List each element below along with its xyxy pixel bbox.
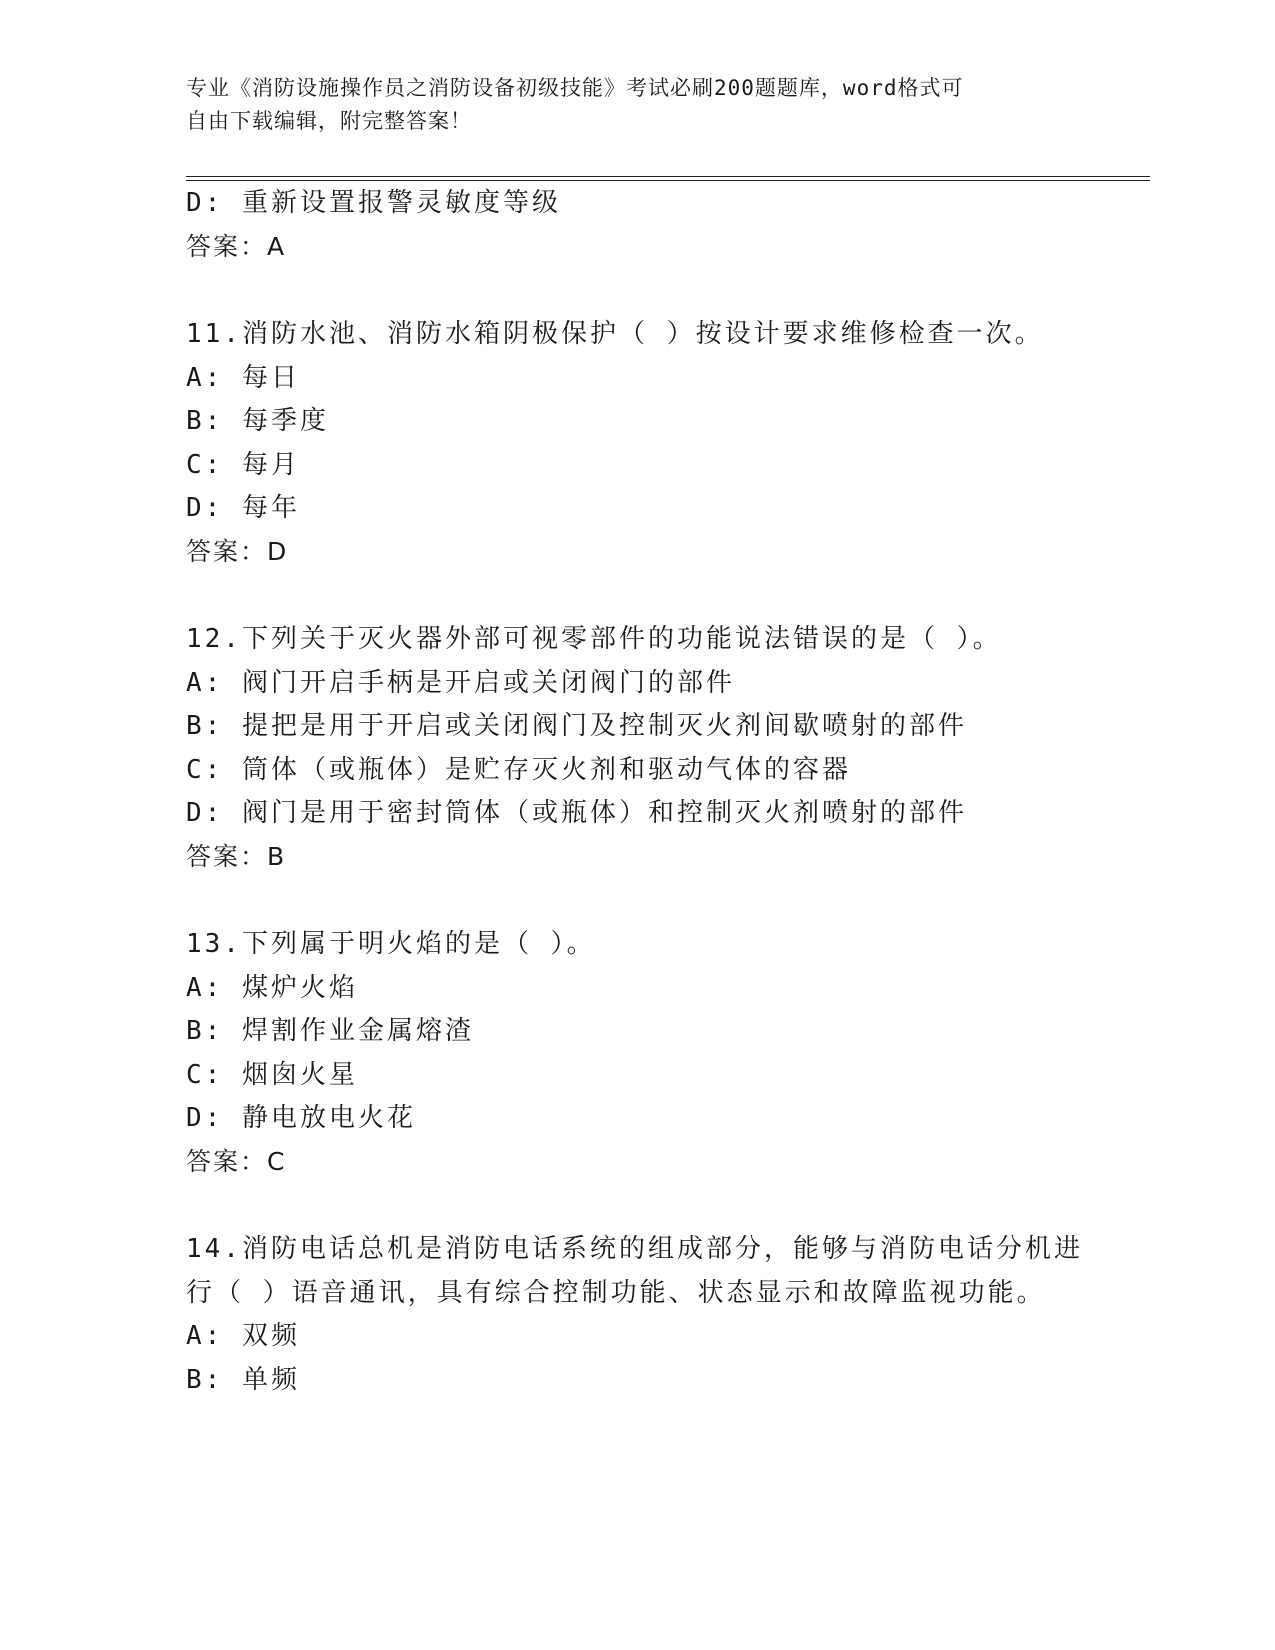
q12-option-a: A: 阀门开启手柄是开启或关闭阀门的部件 xyxy=(186,668,735,698)
header-rule-top xyxy=(186,176,1150,177)
q12-answer: 答案：B xyxy=(186,842,287,871)
header-rule-bottom xyxy=(186,180,1150,181)
document-header xyxy=(186,72,1066,138)
header-line-1: 专业《消防设施操作员之消防设备初级技能》考试必刷200题题库，word格式可 xyxy=(186,76,964,100)
q14-option-a: A: 双频 xyxy=(186,1321,300,1351)
q14-option-b: B: 单频 xyxy=(186,1365,300,1395)
q12-option-c: C: 筒体（或瓶体）是贮存灭火剂和驱动气体的容器 xyxy=(186,755,851,785)
q13-stem: 13.下列属于明火焰的是（ ）。 xyxy=(186,929,596,959)
q11-option-c: C: 每月 xyxy=(186,450,300,480)
q11-option-a: A: 每日 xyxy=(186,363,300,393)
prev-answer: 答案：A xyxy=(186,232,287,261)
q13-option-a: A: 煤炉火焰 xyxy=(186,973,358,1003)
q11-option-d: D: 每年 xyxy=(186,493,300,523)
q11-stem: 11.消防水池、消防水箱阴极保护（ ）按设计要求维修检查一次。 xyxy=(186,319,1044,349)
q12-stem: 12.下列关于灭火器外部可视零部件的功能说法错误的是（ ）。 xyxy=(186,624,1002,654)
q13-option-d: D: 静电放电火花 xyxy=(186,1103,416,1133)
q14-stem-line-2: 行（ ）语音通讯，具有综合控制功能、状态显示和故障监视功能。 xyxy=(186,1278,1046,1308)
q12-option-b: B: 提把是用于开启或关闭阀门及控制灭火剂间歇喷射的部件 xyxy=(186,711,967,741)
q14-stem-line-1: 14.消防电话总机是消防电话系统的组成部分，能够与消防电话分机进 xyxy=(186,1234,1083,1264)
q13-option-c: C: 烟囱火星 xyxy=(186,1060,358,1090)
q11-option-b: B: 每季度 xyxy=(186,406,329,436)
q13-option-b: B: 焊割作业金属熔渣 xyxy=(186,1016,474,1046)
header-line-2: 自由下载编辑，附完整答案！ xyxy=(186,109,472,133)
q11-answer: 答案：D xyxy=(186,537,289,566)
prev-option-d: D: 重新设置报警灵敏度等级 xyxy=(186,188,561,218)
q13-answer: 答案：C xyxy=(186,1147,287,1176)
q12-option-d: D: 阀门是用于密封筒体（或瓶体）和控制灭火剂喷射的部件 xyxy=(186,798,967,828)
